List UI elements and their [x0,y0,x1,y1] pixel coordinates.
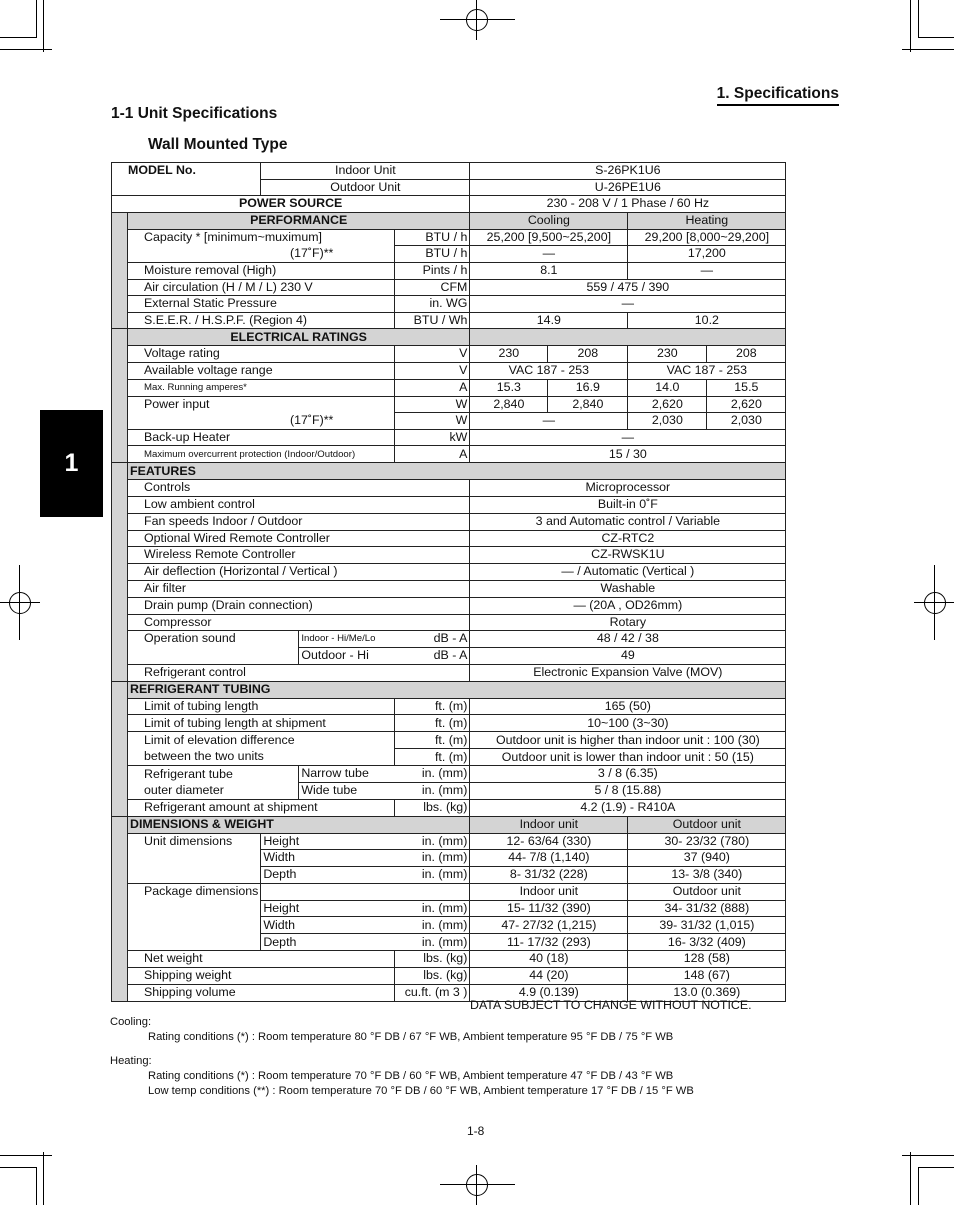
seer-unit: BTU / Wh [395,312,470,329]
feature-value: CZ-RWSK1U [470,547,786,564]
operation-sound-outdoor-sub: Outdoor - Hi [299,648,395,665]
shipping-volume-unit: cu.ft. (m 3 ) [395,985,470,1002]
feature-label: Wireless Remote Controller [128,547,470,564]
static-pressure-value: — [470,296,786,313]
sub-title: Wall Mounted Type [148,136,288,153]
shipping-weight-row [112,968,786,985]
tubing-header-row [112,681,786,698]
feature-value: Rotary [470,614,786,631]
capacity-heating: 29,200 [8,000~29,200] [628,229,786,246]
tubing-length-value: 165 (50) [470,698,786,715]
power-source-label: POWER SOURCE [112,196,470,213]
net-weight-label: Net weight [128,951,395,968]
elevation-label-cont: between the two units [128,749,395,766]
moisture-unit: Pints / h [395,262,470,279]
feature-label: Controls [128,480,470,497]
backup-heater-row [112,429,786,446]
spec-table [111,162,786,1002]
dimensions-header-row [112,816,786,833]
available-voltage-label: Available voltage range [128,362,395,379]
operation-sound-indoor-sub: Indoor - Hi/Me/Lo [299,631,395,648]
package-width-outdoor: 39- 31/32 (1,015) [628,917,786,934]
feature-value: Built-in 0˚F [470,496,786,513]
dimensions-gutter [112,816,128,1001]
power-input-low-cooling: — [470,413,628,430]
feature-row [112,547,786,564]
tubing-label: REFRIGERANT TUBING [128,681,786,698]
package-height-unit: in. (mm) [395,900,470,917]
feature-label: Drain pump (Drain connection) [128,597,470,614]
capacity-low-unit: BTU / h [395,246,470,263]
chapter-tab: 1 [40,410,103,517]
power-input-low-value: 2,030 [628,413,707,430]
shipping-weight-indoor: 44 (20) [470,968,628,985]
seer-cooling: 14.9 [470,312,628,329]
shipping-volume-label: Shipping volume [128,985,395,1002]
refrigerant-control-row [112,664,786,681]
tubing-length-label: Limit of tubing length [128,698,395,715]
wide-tube-value: 5 / 8 (15.88) [470,783,786,800]
power-input-low-unit: W [395,413,470,430]
capacity-cooling: 25,200 [9,500~25,200] [470,229,628,246]
net-weight-indoor: 40 (18) [470,951,628,968]
feature-row [112,614,786,631]
elevation-higher-row [112,732,786,749]
wide-tube-unit: in. (mm) [395,783,470,800]
unit-height-indoor: 12- 63/64 (330) [470,833,628,850]
power-input-low-row [112,413,786,430]
power-input-value: 2,620 [707,396,786,413]
package-height-indoor: 15- 11/32 (390) [470,900,628,917]
tubing-shipment-value: 10~100 (3~30) [470,715,786,732]
seer-label: S.E.E.R. / H.S.P.F. (Region 4) [128,312,395,329]
voltage-value: 208 [548,346,628,363]
model-indoor-row [112,163,786,180]
tubing-gutter [112,681,128,816]
seer-row [112,312,786,329]
performance-header-row [112,212,786,229]
capacity-unit: BTU / h [395,229,470,246]
tubing-length-row [112,698,786,715]
package-blank [261,883,470,900]
unit-width-outdoor: 37 (940) [628,850,786,867]
dimensions-label: DIMENSIONS & WEIGHT [128,816,470,833]
air-circulation-value: 559 / 475 / 390 [470,279,786,296]
feature-value: — / Automatic (Vertical ) [470,564,786,581]
package-depth-indoor: 11- 17/32 (293) [470,934,628,951]
unit-depth-outdoor: 13- 3/8 (340) [628,867,786,884]
voltage-row [112,346,786,363]
feature-row [112,513,786,530]
model-outdoor-label: Outdoor Unit [261,179,470,196]
power-input-unit: W [395,396,470,413]
feature-row [112,564,786,581]
capacity-label: Capacity * [minimum~muximum] [128,229,395,246]
running-amperes-value: 15.3 [470,379,548,396]
features-label: FEATURES [128,463,786,480]
net-weight-row [112,951,786,968]
refrigerant-amount-label: Refrigerant amount at shipment [128,800,395,817]
unit-width-indoor: 44- 7/8 (1,140) [470,850,628,867]
package-outdoor-header: Outdoor unit [628,883,786,900]
backup-heater-label: Back-up Heater [128,429,395,446]
performance-label: PERFORMANCE [128,212,470,229]
running-amperes-row [112,379,786,396]
available-voltage-unit: V [395,362,470,379]
package-width-sub: Width [261,917,395,934]
elevation-higher-value: Outdoor unit is higher than indoor unit : 100 (30) [470,732,786,749]
unit-height-outdoor: 30- 23/32 (780) [628,833,786,850]
heating-notes-label: Heating: [110,1055,152,1067]
feature-label: Optional Wired Remote Controller [128,530,470,547]
voltage-value: 230 [628,346,707,363]
package-width-unit: in. (mm) [395,917,470,934]
package-width-indoor: 47- 27/32 (1,215) [470,917,628,934]
narrow-tube-row [112,766,786,783]
features-gutter [112,463,128,682]
backup-heater-value: — [470,429,786,446]
elevation-label: Limit of elevation difference [128,732,395,749]
operation-sound-label: Operation sound [128,631,299,665]
package-height-outdoor: 34- 31/32 (888) [628,900,786,917]
feature-row [112,530,786,547]
electrical-gutter [112,329,128,463]
power-input-label: Power input [128,396,395,413]
running-amperes-unit: A [395,379,470,396]
air-circulation-label: Air circulation (H / M / L) 230 V [128,279,395,296]
package-dimensions-label: Package dimensions [128,883,261,951]
feature-label: Air deflection (Horizontal / Vertical ) [128,564,470,581]
voltage-unit: V [395,346,470,363]
heating-rating-conditions: Rating conditions (*) : Room temperature 70 °F DB / 60 °F WB, Ambient temperature 47 °F DB / 43 °F WB [148,1070,674,1082]
running-amperes-value: 16.9 [548,379,628,396]
unit-dimensions-label: Unit dimensions [128,833,261,883]
cooling-header: Cooling [470,212,628,229]
unit-depth-sub: Depth [261,867,395,884]
feature-row [112,496,786,513]
overcurrent-value: 15 / 30 [470,446,786,463]
unit-depth-unit: in. (mm) [395,867,470,884]
static-pressure-unit: in. WG [395,296,470,313]
operation-sound-outdoor-value: 49 [470,648,786,665]
refrigerant-control-value: Electronic Expansion Valve (MOV) [470,664,786,681]
power-input-value: 2,840 [470,396,548,413]
running-amperes-value: 15.5 [707,379,786,396]
refrigerant-tube-label: Refrigerant tube [128,766,299,783]
air-circulation-unit: CFM [395,279,470,296]
performance-gutter [112,212,128,329]
tubing-shipment-unit: ft. (m) [395,715,470,732]
net-weight-outdoor: 128 (58) [628,951,786,968]
capacity-low-label: (17˚F)** [128,246,395,263]
capacity-low-cooling: — [470,246,628,263]
page-number: 1-8 [467,1124,485,1138]
elevation-higher-unit: ft. (m) [395,732,470,749]
capacity-row [112,229,786,246]
narrow-tube-sub: Narrow tube [299,766,395,783]
air-circulation-row [112,279,786,296]
electrical-label: ELECTRICAL RATINGS [128,329,470,346]
unit-width-unit: in. (mm) [395,850,470,867]
unit-depth-indoor: 8- 31/32 (228) [470,867,628,884]
feature-row [112,581,786,598]
cooling-rating-conditions: Rating conditions (*) : Room temperature 80 °F DB / 67 °F WB, Ambient temperature 95 °F DB / 75 °F WB [148,1031,674,1043]
outer-diameter-label: outer diameter [128,783,299,800]
voltage-value: 230 [470,346,548,363]
feature-value: — (20A , OD26mm) [470,597,786,614]
shipping-weight-label: Shipping weight [128,968,395,985]
electrical-header-blank [470,329,786,346]
wide-tube-row [112,783,786,800]
shipping-weight-outdoor: 148 (67) [628,968,786,985]
capacity-low-heating: 17,200 [628,246,786,263]
wide-tube-sub: Wide tube [299,783,395,800]
model-indoor-value: S-26PK1U6 [470,163,786,180]
overcurrent-row [112,446,786,463]
power-input-low-label: (17˚F)** [128,413,395,430]
operation-sound-indoor-value: 48 / 42 / 38 [470,631,786,648]
available-voltage-cooling: VAC 187 - 253 [470,362,628,379]
tubing-shipment-label: Limit of tubing length at shipment [128,715,395,732]
capacity-low-row [112,246,786,263]
overcurrent-label: Maximum overcurrent protection (Indoor/Outdoor) [128,446,395,463]
power-input-low-value: 2,030 [707,413,786,430]
overcurrent-unit: A [395,446,470,463]
model-indoor-label: Indoor Unit [261,163,470,180]
power-input-row [112,396,786,413]
elevation-lower-unit: ft. (m) [395,749,470,766]
unit-height-row [112,833,786,850]
feature-label: Compressor [128,614,470,631]
shipping-volume-indoor: 4.9 (0.139) [470,985,628,1002]
package-header-row [112,883,786,900]
feature-value: CZ-RTC2 [470,530,786,547]
unit-height-sub: Height [261,833,395,850]
refrigerant-amount-unit: lbs. (kg) [395,800,470,817]
static-pressure-label: External Static Pressure [128,296,395,313]
feature-row [112,480,786,497]
electrical-header-row [112,329,786,346]
narrow-tube-unit: in. (mm) [395,766,470,783]
shipping-volume-outdoor: 13.0 (0.369) [628,985,786,1002]
refrigerant-control-label: Refrigerant control [128,664,470,681]
backup-heater-unit: kW [395,429,470,446]
elevation-lower-value: Outdoor unit is lower than indoor unit : 50 (15) [470,749,786,766]
dimensions-outdoor-header: Outdoor unit [628,816,786,833]
narrow-tube-value: 3 / 8 (6.35) [470,766,786,783]
feature-label: Low ambient control [128,496,470,513]
tubing-shipment-row [112,715,786,732]
tubing-length-unit: ft. (m) [395,698,470,715]
package-height-sub: Height [261,900,395,917]
features-header-row [112,463,786,480]
shipping-weight-unit: lbs. (kg) [395,968,470,985]
running-amperes-value: 14.0 [628,379,707,396]
running-amperes-label: Max. Running amperes* [128,379,395,396]
operation-sound-indoor-row [112,631,786,648]
moisture-cooling: 8.1 [470,262,628,279]
available-voltage-row [112,362,786,379]
moisture-heating: — [628,262,786,279]
refrigerant-amount-value: 4.2 (1.9) - R410A [470,800,786,817]
feature-value: 3 and Automatic control / Variable [470,513,786,530]
chapter-title: 1. Specifications [717,85,839,106]
model-outdoor-value: U-26PE1U6 [470,179,786,196]
static-pressure-row [112,296,786,313]
net-weight-unit: lbs. (kg) [395,951,470,968]
feature-row [112,597,786,614]
power-source-value: 230 - 208 V / 1 Phase / 60 Hz [470,196,786,213]
seer-heating: 10.2 [628,312,786,329]
voltage-label: Voltage rating [128,346,395,363]
operation-sound-outdoor-unit: dB - A [395,648,470,665]
feature-value: Microprocessor [470,480,786,497]
heating-header: Heating [628,212,786,229]
elevation-lower-row [112,749,786,766]
package-depth-outdoor: 16- 3/32 (409) [628,934,786,951]
unit-height-unit: in. (mm) [395,833,470,850]
package-depth-sub: Depth [261,934,395,951]
power-source-row [112,196,786,213]
feature-label: Fan speeds Indoor / Outdoor [128,513,470,530]
package-indoor-header: Indoor unit [470,883,628,900]
voltage-value: 208 [707,346,786,363]
unit-width-sub: Width [261,850,395,867]
model-label: MODEL No. [112,163,261,196]
package-depth-unit: in. (mm) [395,934,470,951]
moisture-row [112,262,786,279]
operation-sound-indoor-unit: dB - A [395,631,470,648]
refrigerant-amount-row [112,800,786,817]
cooling-notes-label: Cooling: [110,1016,152,1028]
section-title: 1-1 Unit Specifications [111,105,278,122]
change-notice: DATA SUBJECT TO CHANGE WITHOUT NOTICE. [470,998,752,1012]
available-voltage-heating: VAC 187 - 253 [628,362,786,379]
heating-low-temp-conditions: Low temp conditions (**) : Room temperature 70 °F DB / 60 °F WB, Ambient temperature 17 °F DB / 15 °F WB [148,1085,694,1097]
dimensions-indoor-header: Indoor unit [470,816,628,833]
feature-value: Washable [470,581,786,598]
moisture-label: Moisture removal (High) [128,262,395,279]
power-input-value: 2,620 [628,396,707,413]
feature-label: Air filter [128,581,470,598]
power-input-value: 2,840 [548,396,628,413]
